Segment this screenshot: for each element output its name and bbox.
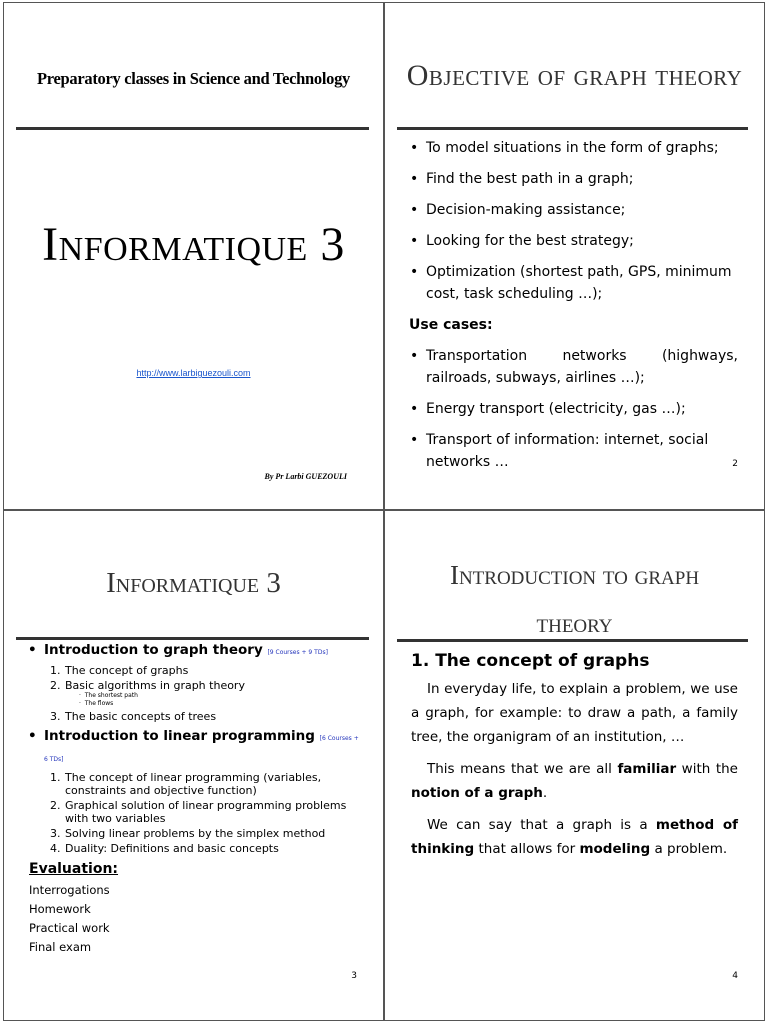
slide-2-body bbox=[409, 137, 738, 482]
slide-3-title: Informatique 3 bbox=[106, 567, 281, 599]
use-case-item: • Transport of information: internet, social networks … bbox=[409, 429, 738, 473]
section-heading: 1. The concept of graphs bbox=[411, 651, 650, 671]
sublist-item: · The shortest path bbox=[79, 692, 363, 700]
slide-4-divider bbox=[397, 639, 748, 642]
slide-1-title: Informatique 3 bbox=[42, 218, 345, 271]
objective-item: • Find the best path in a graph; bbox=[409, 168, 738, 190]
sublist-item: · The flows bbox=[79, 700, 363, 708]
objective-item: • Optimization (shortest path, GPS, minimum cost, task scheduling …); bbox=[409, 261, 738, 305]
slide-1-divider bbox=[16, 127, 369, 130]
paragraph: In everyday life, to explain a problem, we use a graph, for example: to draw a path, a family tree, the organigram of an institution, … bbox=[411, 681, 738, 745]
author-credit: By Pr Larbi GUEZOULI bbox=[264, 472, 347, 481]
slide-1 bbox=[3, 2, 384, 510]
objective-item: • Looking for the best strategy; bbox=[409, 230, 738, 252]
list-item: 3. The basic concepts of trees bbox=[50, 710, 217, 723]
page-number: 4 bbox=[732, 971, 738, 981]
page-number: 3 bbox=[351, 971, 357, 981]
slide-3 bbox=[3, 510, 384, 1021]
evaluation-item: Final exam bbox=[29, 940, 92, 954]
section-hours-tag: [6 Courses + 6 TDs] bbox=[44, 735, 359, 763]
list-item: 1. The concept of graphs bbox=[50, 664, 189, 677]
slide-1-header: Preparatory classes in Science and Technology bbox=[37, 69, 350, 88]
linear-programming-list bbox=[28, 771, 363, 855]
slide-4 bbox=[384, 510, 765, 1021]
objective-item: • Decision-making assistance; bbox=[409, 199, 738, 221]
section-label: Introduction to linear programming bbox=[44, 728, 315, 744]
list-item: 2. Basic algorithms in graph theory · The shortest path · The flows bbox=[50, 679, 363, 708]
slide-3-divider bbox=[16, 637, 369, 640]
evaluation-label: Evaluation: bbox=[29, 861, 119, 877]
list-item: 2. Graphical solution of linear programming problems with two variables bbox=[50, 799, 347, 825]
evaluation-item: Homework bbox=[29, 902, 91, 916]
list-item: 1. The concept of linear programming (variables, constraints and objective function) bbox=[50, 771, 322, 797]
list-item: 3. Solving linear problems by the simplex method bbox=[50, 827, 326, 840]
slide-2-divider bbox=[397, 127, 748, 130]
paragraph: This means that we are all familiar with the notion of a graph. bbox=[411, 761, 738, 801]
slide-3-body bbox=[28, 641, 363, 957]
use-cases-label: Use cases: bbox=[409, 317, 493, 333]
section-linear-programming bbox=[28, 727, 363, 769]
slide-2-title: Objective of graph theory bbox=[406, 59, 743, 92]
use-case-item: • Energy transport (electricity, gas …); bbox=[409, 398, 738, 420]
paragraph: We can say that a graph is a method of thinking that allows for modeling a problem. bbox=[411, 817, 738, 857]
slide-2 bbox=[384, 2, 765, 510]
section-hours-tag: [9 Courses + 9 TDs] bbox=[267, 649, 328, 656]
section-graph-theory bbox=[28, 641, 363, 662]
evaluation-item: Interrogations bbox=[29, 883, 110, 897]
graph-theory-list bbox=[28, 664, 363, 723]
website-link[interactable]: http://www.larbiguezouli.com bbox=[136, 368, 251, 378]
list-item: 4. Duality: Definitions and basic concepts bbox=[50, 842, 279, 855]
objective-item: • To model situations in the form of graphs; bbox=[409, 137, 738, 159]
slide-4-body bbox=[411, 649, 738, 869]
use-case-item: • Transportation networks (highways, railroads, subways, airlines …); bbox=[409, 345, 738, 389]
evaluation-item: Practical work bbox=[29, 921, 110, 935]
section-label: Introduction to graph theory bbox=[44, 642, 263, 658]
slide-4-title: Introduction to graph theory bbox=[449, 560, 700, 638]
page-number: 2 bbox=[732, 459, 738, 469]
algorithm-sublist bbox=[65, 692, 363, 708]
